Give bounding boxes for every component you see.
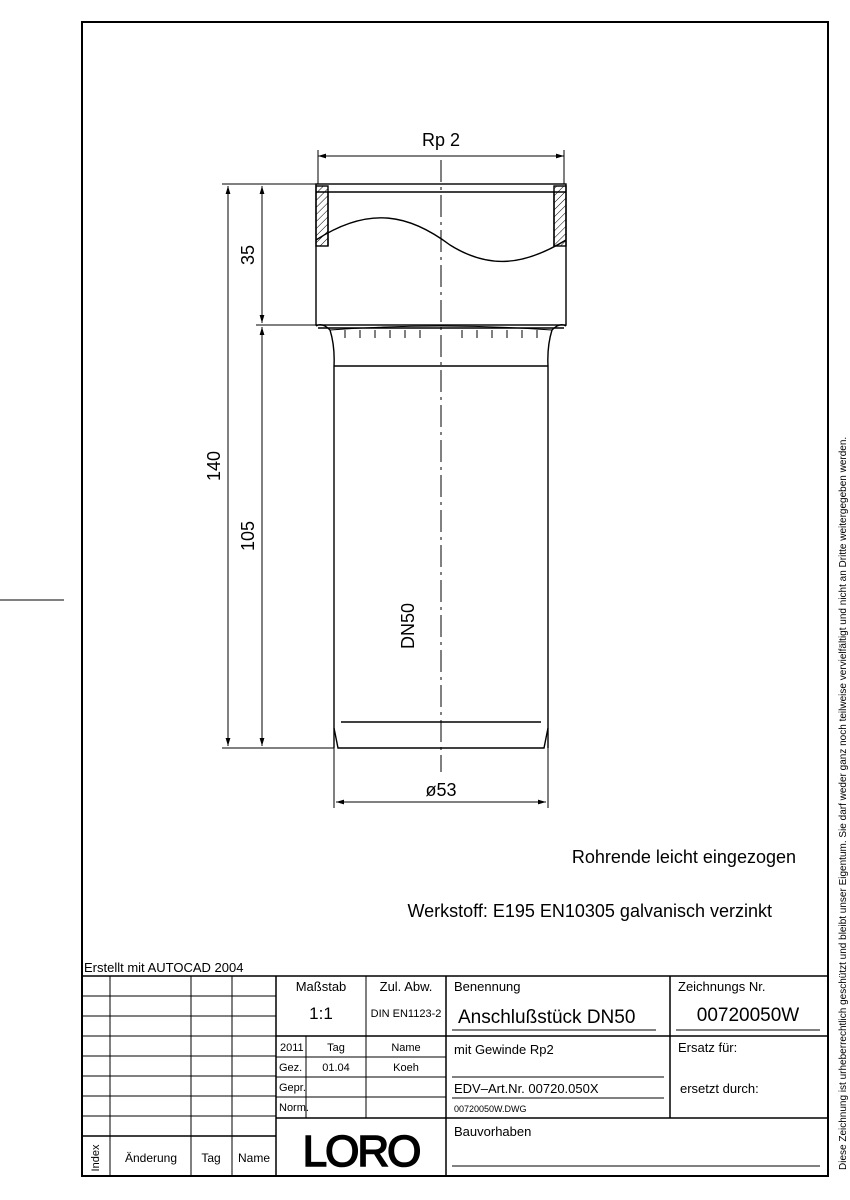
person-header: Name [391,1042,421,1054]
dimensions [222,150,564,808]
part-drawing [316,160,566,772]
thread-dimension: Rp 2 [421,130,461,150]
index-column-header: Index [90,1144,102,1172]
replacement-for-label: Ersatz für: [678,1040,738,1055]
checked-label: Gepr. [279,1082,306,1094]
day-header: Tag [327,1042,345,1054]
year-value: 2011 [280,1042,304,1054]
part-name: Anschlußstück DN50 [458,1007,636,1028]
scale-value: 1:1 [309,1004,333,1023]
file-name: 00720050W.DWG [454,1104,527,1114]
subtitle: mit Gewinde Rp2 [454,1042,554,1057]
drawing-number-label: Zeichnungs Nr. [678,979,766,994]
copyright-note: Diese Zeichnung ist urheberrechtlich geschützt und bleibt unser Eigentum. Sie darf weder ganz noch teilweise vervielfältigt und nicht an Dritte weitergegeben werden. [838,436,849,1170]
drawing-number: 00720050W [696,1005,800,1026]
drawing-frame [82,22,828,1176]
drawn-label: Gez. [279,1062,303,1074]
svg-text:LORO: LORO [302,1127,420,1176]
loro-logo [303,1127,420,1176]
tolerance-label: Zul. Abw. [379,979,433,994]
drawn-day: 01.04 [322,1062,350,1074]
edv-article-number: EDV–Art.Nr. 00720.050X [454,1081,599,1096]
body-length-dimension: 105 [238,520,258,552]
note-material: Werkstoff: E195 EN10305 galvanisch verzinkt [407,901,772,921]
revision-name-header: Name [237,1151,271,1165]
drawn-name: Koeh [393,1062,419,1074]
replaced-by-label: ersetzt durch: [680,1081,759,1096]
created-with-label: Erstellt mit AUTOCAD 2004 [84,960,244,975]
thread-hatch-right [554,186,566,246]
change-column-header: Änderung [124,1151,178,1165]
revision-day-header: Tag [201,1151,221,1165]
total-length-dimension: 140 [204,450,224,482]
diameter-dimension: ø53 [425,780,457,800]
project-label: Bauvorhaben [454,1124,532,1139]
thread-length-dimension: 35 [238,244,258,266]
scale-label: Maßstab [295,979,347,994]
name-label: Benennung [454,979,521,994]
norm-label: Norm. [279,1102,309,1114]
tolerance-value: DIN EN1123-2 [370,1008,442,1020]
nominal-size-label: DN50 [398,602,418,650]
note-pipe-end: Rohrende leicht eingezogen [571,847,796,867]
